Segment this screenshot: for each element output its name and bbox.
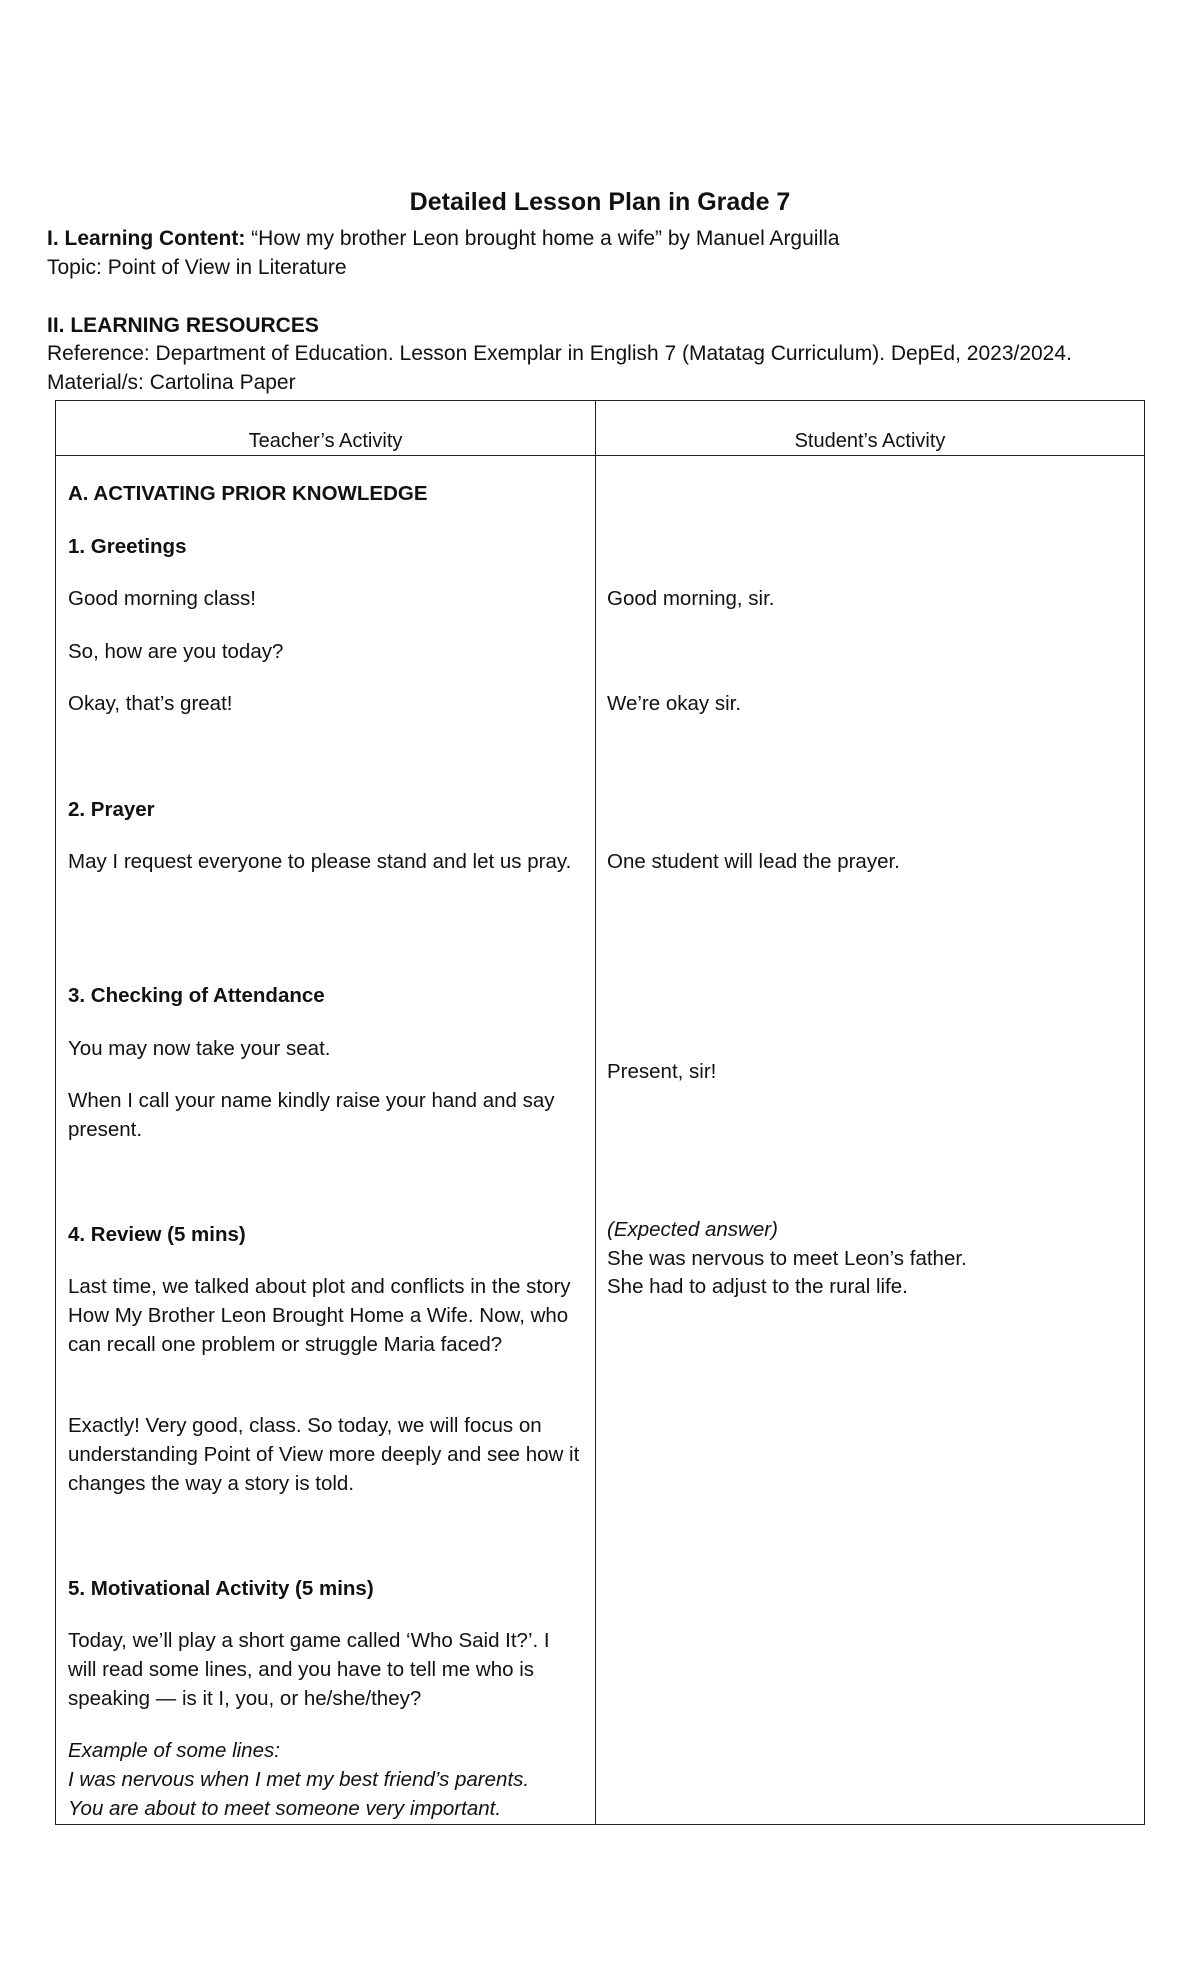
learning-content-value: “How my brother Leon brought home a wife” by Manuel Arguilla [251, 227, 840, 250]
teacher-activity-header: Teacher’s Activity [56, 401, 596, 456]
teacher-question: So, how are you today? [68, 640, 284, 663]
student-okay-reply: We’re okay sir. [607, 692, 742, 715]
motivation-heading: 5. Motivational Activity (5 mins) [68, 1577, 374, 1600]
page-title: Detailed Lesson Plan in Grade 7 [409, 188, 791, 216]
teacher-greeting: Good morning class! [68, 587, 257, 610]
attendance-instruction-2: When I call your name kindly raise your hand and say present. [68, 1089, 555, 1141]
student-activity-header: Student’s Activity [596, 401, 1145, 456]
example-line-1: I was nervous when I met my best friend’s parents. [68, 1768, 530, 1791]
review-heading: 4. Review (5 mins) [68, 1223, 246, 1246]
teacher-response: Okay, that’s great! [68, 692, 233, 715]
example-label: Example of some lines: [68, 1739, 280, 1762]
topic-line: Topic: Point of View in Literature [47, 256, 347, 279]
section-a-heading: A. ACTIVATING PRIOR KNOWLEDGE [68, 482, 428, 505]
teacher-activity-cell [56, 456, 596, 1825]
expected-answer-2: She had to adjust to the rural life. [607, 1275, 908, 1298]
expected-answer-1: She was nervous to meet Leon’s father. [607, 1247, 967, 1270]
review-question: Last time, we talked about plot and conflicts in the story How My Brother Leon Brought Home a Wife. Now, who can recall one problem or struggle Maria faced? [68, 1275, 571, 1356]
learning-content-label: I. Learning Content: [47, 227, 246, 250]
greetings-heading: 1. Greetings [68, 535, 187, 558]
materials-line: Material/s: Cartolina Paper [47, 371, 296, 394]
student-greeting-reply: Good morning, sir. [607, 587, 775, 610]
table-row [56, 456, 1145, 1825]
learning-content-line [47, 225, 839, 253]
lesson-table [55, 400, 1145, 1825]
review-followup: Exactly! Very good, class. So today, we will focus on understanding Point of View more deeply and see how it changes the way a story is told. [68, 1414, 580, 1495]
attendance-instruction-1: You may now take your seat. [68, 1037, 331, 1060]
student-activity-cell [596, 456, 1145, 1825]
table-header-row [56, 401, 1145, 456]
prayer-heading: 2. Prayer [68, 798, 155, 821]
motivation-instruction: Today, we’ll play a short game called ‘Who Said It?’. I will read some lines, and you have to tell me who is speaking — is it I, you, or he/she/they? [68, 1629, 550, 1710]
prayer-text: May I request everyone to please stand and let us pray. [68, 850, 572, 873]
resources-heading: II. LEARNING RESOURCES [47, 314, 319, 337]
attendance-heading: 3. Checking of Attendance [68, 984, 325, 1007]
expected-answer-label: (Expected answer) [607, 1218, 778, 1241]
student-prayer-reply: One student will lead the prayer. [607, 850, 900, 873]
example-line-2: You are about to meet someone very important. [68, 1797, 502, 1820]
reference-line: Reference: Department of Education. Lesson Exemplar in English 7 (Matatag Curriculum). DepEd, 2023/2024. [47, 342, 1072, 365]
student-attendance-reply: Present, sir! [607, 1060, 717, 1083]
